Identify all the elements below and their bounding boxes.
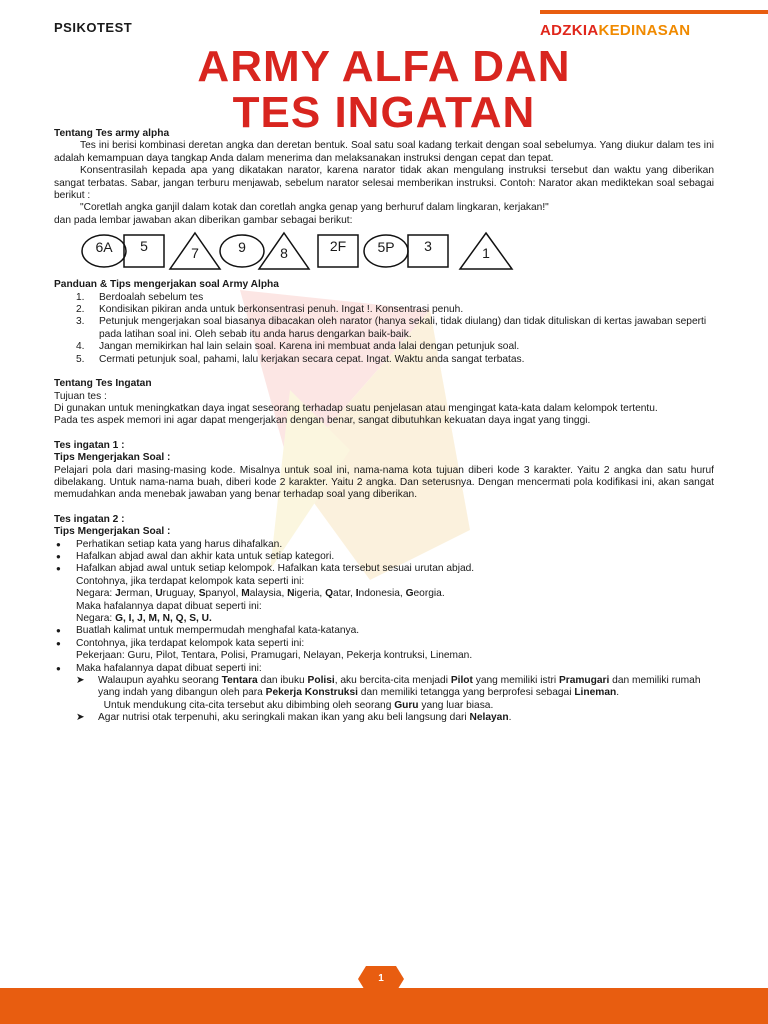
shape-label: 3 xyxy=(424,238,432,255)
shape-label: 8 xyxy=(280,245,288,262)
ingatan-paragraph-2: Pada tes aspek memori ini agar dapat mengerjakan dengan benar, sangat dibutuhkan kekuatan daya ingat yang tinggi. xyxy=(54,415,591,427)
brand-logo xyxy=(540,10,768,44)
list-item: ● Hafalkan abjad awal dan akhir kata untuk setiap kategori. xyxy=(54,551,714,563)
shape-label: 9 xyxy=(238,239,246,256)
page-number-label: 1 xyxy=(378,973,384,984)
shape-label: 5 xyxy=(140,238,148,255)
logo-main: ADZKIA xyxy=(540,22,599,39)
sentence-item: ➤ Walaupun ayahku seorang Tentara dan ibuku Polisi, aku bercita-cita menjadi Pilot yang memiliki istri Pramugari dan memiliki rumah yang indah yang dibangun oleh para Pekerja Konstruksi dan memiliki tetangga yang berprofesi sebagai Lineman. Untuk mendukung cita-cita tersebut aku dibimbing oleh seorang Guru yang luar biasa. xyxy=(76,675,701,711)
shape-label: 7 xyxy=(191,245,199,262)
shape-row xyxy=(54,231,714,271)
title-line-1: ARMY ALFA DAN xyxy=(197,42,571,91)
negara-line: Negara: Jerman, Uruguay, Spanyol, Malaysia, Nigeria, Qatar, Indonesia, Georgia. xyxy=(76,588,445,600)
list-item: 4. Jangan memikirkan hal lain selain soal. Karena ini membuat anda lalai dengan petunjuk soal. xyxy=(76,341,520,353)
list-item: 3. Petunjuk mengerjakan soal biasanya dibacakan oleh narator (hanya sekali, tidak diulang) dan tidak dituliskan di kertas jawaban seperti pada latihan soal ini. Oleh sebab itu anda harus dengarkan baik-baik. xyxy=(76,316,707,340)
army-paragraph-3: dan pada lembar jawaban akan diberikan gambar sebagai berikut: xyxy=(54,214,353,226)
army-heading: Tentang Tes army alpha xyxy=(54,128,170,139)
shape-circle xyxy=(362,231,410,271)
footer-bar xyxy=(0,988,768,1024)
list-item: ● Buatlah kalimat untuk mempermudah menghafal kata-katanya. xyxy=(54,625,714,637)
list-item: 5. Cermati petunjuk soal, pahami, lalu kerjakan secara cepat. Ingat. Waktu anda sangat terbatas. xyxy=(76,353,525,365)
tes1-tips-heading: Tips Mengerjakan Soal : xyxy=(54,452,171,464)
shape-label: 6A xyxy=(95,239,113,256)
logo-accent: KEDINASAN xyxy=(598,22,691,39)
header-label: PSIKOTEST xyxy=(54,20,133,35)
shape-square xyxy=(406,231,450,271)
shape-triangle xyxy=(458,231,514,271)
tes2-heading: Tes ingatan 2 : xyxy=(54,513,125,525)
tips-heading: Panduan & Tips mengerjakan soal Army Alpha xyxy=(54,279,279,291)
shape-label: 5P xyxy=(377,239,395,256)
tes2-list xyxy=(54,539,714,675)
list-item: ● Maka hafalannya dapat dibuat seperti ini: xyxy=(54,663,714,675)
list-item: ● Contohnya, jika terdapat kelompok kata seperti ini: Pekerjaan: Guru, Pilot, Tentara, Polisi, Pramugari, Nelayan, Pekerja kontruksi, Lineman. xyxy=(54,638,714,663)
tes2-tips-heading: Tips Mengerjakan Soal : xyxy=(54,526,171,538)
list-item: ● Hafalkan abjad awal untuk setiap kelompok. Hafalkan kata tersebut sesuai urutan abjad. Contohnya, jika terdapat kelompok kata seperti ini: Negara: Jerman, Uruguay, Spanyol, Malaysia, Nigeria, Qatar, Indonesia, Georgia. Maka hafalannya dapat dibuat seperti ini: Negara: G, I, J, M, N, Q, S, U. xyxy=(54,563,714,625)
ingatan-tujuan: Tujuan tes : xyxy=(54,390,107,402)
list-item: ● Perhatikan setiap kata yang harus dihafalkan. xyxy=(54,539,714,551)
tips-list xyxy=(54,292,714,366)
tes1-paragraph: Pelajari pola dari masing-masing kode. Misalnya untuk soal ini, nama-nama kota tujuan diberi kode 3 karakter. Yaitu 2 angka dan satu huruf dibelakang. Untuk nama-nama buah, diberi kode 2 karakter. Yaitu 2 angka. Dan seterusnya. Dengan mencermati pola kodifikasi ini, akan sangat memudahkan anda menebak jawaban yang benar terhadap soal yang diberikan. xyxy=(54,464,714,501)
army-paragraph-1: Tes ini berisi kombinasi deretan angka dan deretan bentuk. Soal satu soal kadang terkait dengan soal sebelumya. Yang diukur dalam tes ini adalah kemampuan daya tangkap Anda dalam menerima dan melaksanakan instruksi dengan cepat dan tepat. xyxy=(54,140,714,164)
shape-circle xyxy=(80,231,128,271)
sentence-list xyxy=(54,675,714,725)
ingatan-heading: Tentang Tes Ingatan xyxy=(54,378,152,390)
content xyxy=(54,128,714,725)
negara-code-line: Negara: G, I, J, M, N, Q, S, U. xyxy=(76,613,212,624)
shape-label: 2F xyxy=(329,238,347,255)
shape-triangle xyxy=(168,231,222,271)
sentence-item: ➤ Agar nutrisi otak terpenuhi, aku seringkali makan ikan yang aku beli langsung dari Nelayan. xyxy=(76,712,512,724)
shape-label: 1 xyxy=(482,245,490,262)
list-item: 2. Kondisikan pikiran anda untuk berkonsentrasi penuh. Ingat !. Konsentrasi penuh. xyxy=(76,304,464,316)
shape-triangle xyxy=(257,231,311,271)
shape-square xyxy=(316,231,360,271)
shape-square xyxy=(122,231,166,271)
army-quote: "Coretlah angka ganjil dalam kotak dan coretlah angka genap yang berhuruf dalam lingkaran, kerjakan!" xyxy=(80,202,549,214)
title-line-2: TES INGATAN xyxy=(232,88,536,137)
army-paragraph-2: Konsentrasilah kepada apa yang dikatakan narator, karena narator tidak akan mengulang instruksi tersebut dan waktu yang diberikan sangat terbatas. Sabar, jangan terburu menjawab, sebelum narator selesai memberikan instruksi. Contoh: Narator akan mediktekan soal sebagai berikut : xyxy=(54,165,714,202)
tes1-heading: Tes ingatan 1 : xyxy=(54,439,125,451)
page-title xyxy=(0,44,768,136)
ingatan-paragraph-1: Di gunakan untuk meningkatkan daya ingat seseorang terhadap suatu penjelasan atau mengingat kata-kata dalam kelompok tertentu. xyxy=(54,402,658,414)
list-item: 1. Berdoalah sebelum tes xyxy=(76,291,204,303)
